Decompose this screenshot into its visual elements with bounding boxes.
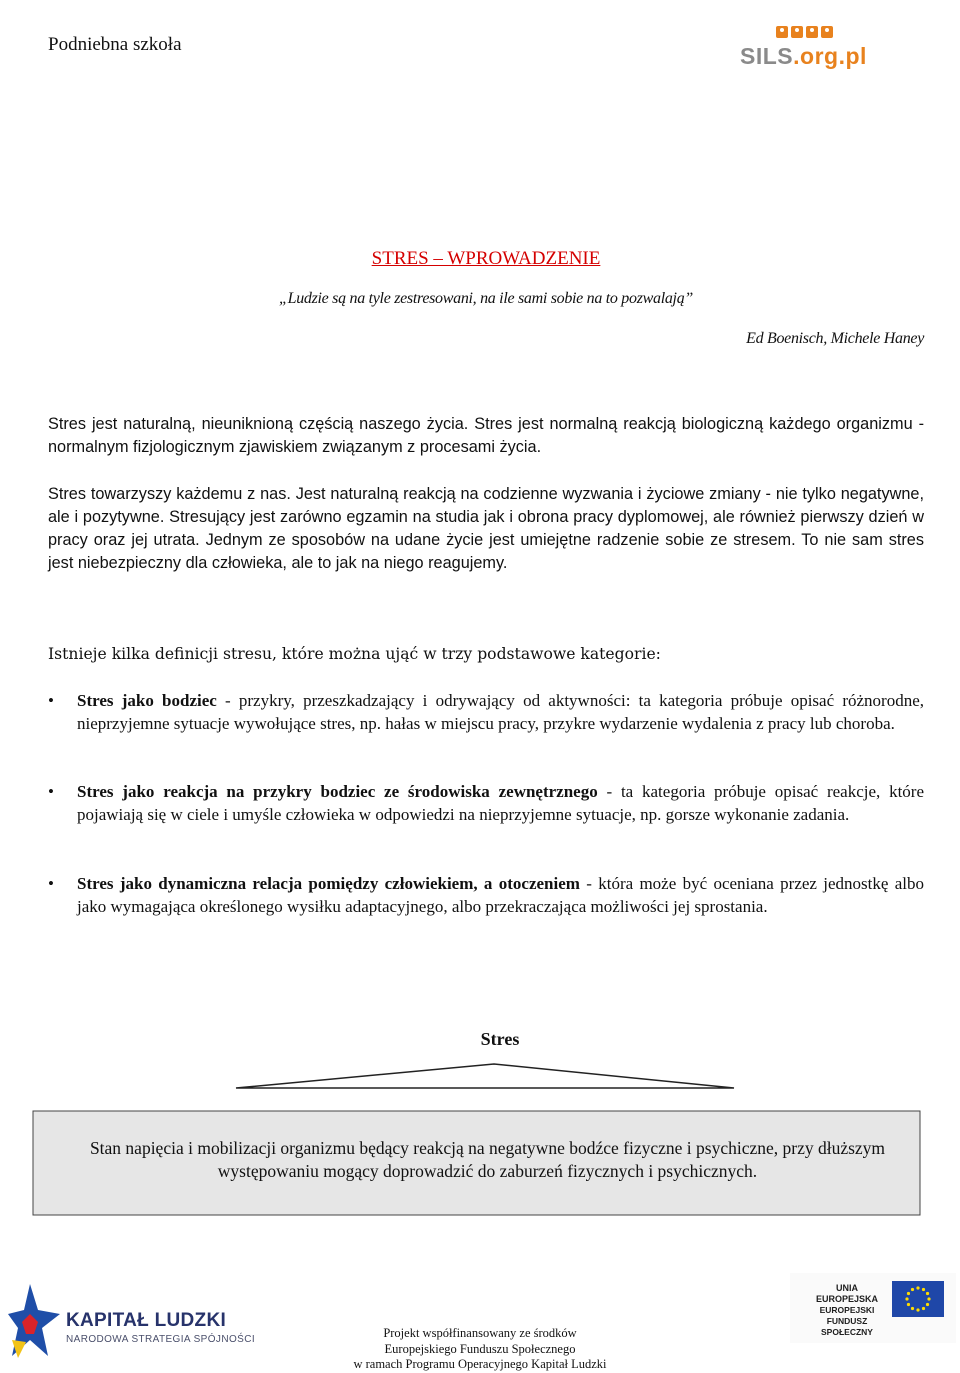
paragraph-intro: Stres jest naturalną, nieuniknioną częścią naszego życia. Stres jest normalną reakcją biologiczną każdego organizmu - normalnym fizjologicznym zjawiskiem związanym z procesami życia.: [48, 415, 924, 456]
footer-line: Europejskiego Funduszu Społecznego: [384, 1341, 576, 1356]
quote: „Ludzie są na tyle zestresowani, na ile sami sobie na to pozwalają”: [279, 290, 693, 307]
eu-star: [905, 1297, 908, 1300]
list-item-term: Stres jako reakcja na przykry bodziec ze środowiska zewnętrznego: [77, 782, 598, 801]
diagram-definition: Stan napięcia i mobilizacji organizmu będący reakcją na negatywne bodźce fizyczne i psychiczne, przy dłuższym występowaniu mogący doprowadzić do zaburzeń fizycznych i psychicznych.: [89, 1138, 886, 1181]
eu-star: [907, 1303, 910, 1306]
eu-star: [907, 1292, 910, 1295]
eu-fund-line-2: FUNDUSZ SPOŁECZNY: [821, 1316, 873, 1337]
diagram-label: Stres: [480, 1029, 520, 1049]
sils-logo: [740, 26, 867, 76]
quote-author: Ed Boenisch, Michele Haney: [746, 330, 924, 347]
eu-star: [916, 1286, 919, 1289]
list-item-term: Stres jako dynamiczna relacja pomiędzy człowiekiem, a otoczeniem: [77, 874, 580, 893]
eu-logo: [790, 1273, 956, 1343]
eu-fund-line-1: EUROPEJSKI: [819, 1305, 875, 1315]
people-icon: [776, 26, 833, 38]
eu-star: [927, 1297, 930, 1300]
eu-flag-icon: [892, 1281, 944, 1317]
header-title: Podniebna szkoła: [48, 34, 182, 55]
paragraph-stress-everyday: Stres towarzyszy każdemu z nas. Jest naturalną reakcją na codzienne wyzwania i życiowe zmiany - nie tylko negatywne, ale i pozytywne. Stresujący jest zarówno egzamin na studia jak i obrona pracy dyplomowej, ale również pierwszy dzień w pracy oraz jej utrata. Jednym ze sposobów na udane życie jest umiejętne radzenie sobie ze stresem. To nie sam stres jest niebezpieczny dla człowieka, ale to jak na niego reagujemy.: [48, 485, 924, 572]
stress-diagram: [0, 1020, 960, 1220]
footer-line: w ramach Programu Operacyjnego Kapitał Ludzki: [353, 1357, 607, 1371]
eu-star: [922, 1307, 925, 1310]
eu-star: [911, 1307, 914, 1310]
eu-name: UNIA EUROPEJSKA: [815, 1283, 878, 1304]
list-item-text: - która może być oceniana przez jednostkę albo jako wymagająca określonego wysiłku adaptacyjnego, albo przekraczająca możliwości jej sprostania.: [77, 874, 925, 916]
logo-text-domain: .org.pl: [793, 43, 867, 69]
list-item-text: - ta kategoria próbuje opisać reakcje, które pojawiają się w ciele i umyśle człowieka w odpowiedzi na nieprzyjemne sytuacje, np. gorsze wykonanie zadania.: [77, 782, 924, 824]
eu-star: [911, 1288, 914, 1291]
footer-line: Projekt współfinansowany ze środków: [383, 1326, 577, 1340]
list-item-text: - przykry, przeszkadzający i odrywający od aktywności: ta kategoria próbuje opisać różnorodne, nieprzyjemne sytuacje wywołujące stres, np. hałas w miejscu pracy, przykre wydarzenie wydalenia z pracy lub choroba.: [77, 691, 924, 733]
document-title: STRES – WPROWADZENIE: [371, 248, 601, 269]
bullet-icon: •: [48, 782, 54, 801]
eu-star: [926, 1303, 929, 1306]
diagram-roof: [236, 1064, 734, 1088]
star-icon: [8, 1284, 60, 1364]
kl-name: KAPITAŁ LUDZKI: [66, 1310, 227, 1331]
bullet-icon: •: [48, 874, 54, 893]
footer-cofinancing-note: [330, 1326, 630, 1373]
paragraph-definitions-lead: Istnieje kilka definicji stresu, które można ująć w trzy podstawowe kategorie:: [48, 645, 661, 663]
eu-star: [922, 1288, 925, 1291]
kapital-ludzki-logo: [8, 1284, 256, 1364]
eu-star: [916, 1308, 919, 1311]
kl-subtitle: NARODOWA STRATEGIA SPÓJNOŚCI: [66, 1334, 256, 1345]
eu-star: [926, 1292, 929, 1295]
bullet-icon: •: [48, 691, 54, 710]
list-item-term: Stres jako bodziec: [77, 691, 217, 710]
logo-text-sils: SILS: [740, 43, 794, 69]
